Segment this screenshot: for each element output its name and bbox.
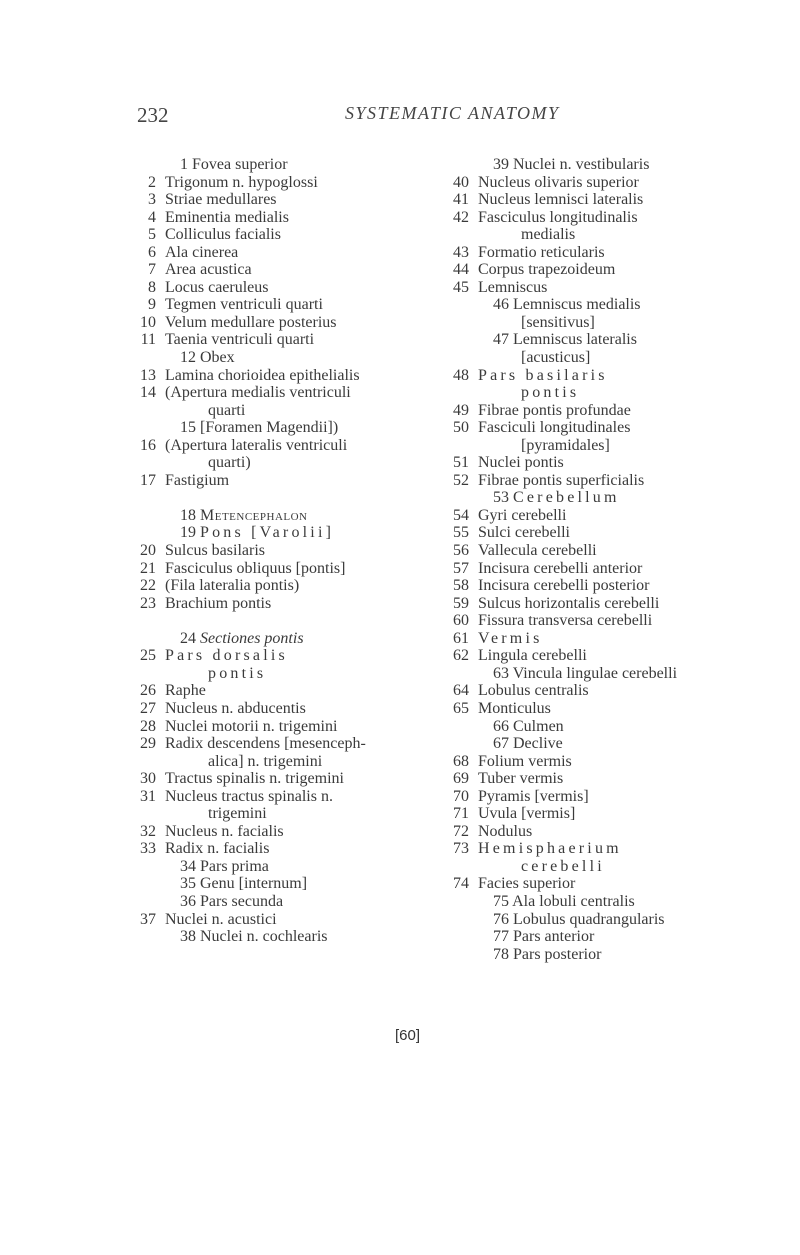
legend-number: 74 [453, 875, 469, 893]
legend-entry [448, 314, 788, 332]
legend-entry [448, 946, 788, 964]
legend-term: Vallecula cerebelli [478, 542, 597, 560]
legend-entry [135, 875, 475, 893]
legend-entry [135, 191, 475, 209]
legend-entry [448, 226, 788, 244]
legend-term: Area acustica [165, 261, 252, 279]
legend-number: 7 [148, 261, 156, 279]
legend-entry [448, 805, 788, 823]
legend-entry [135, 437, 475, 455]
left-column [135, 156, 475, 946]
running-head: SYSTEMATIC ANATOMY [345, 103, 560, 123]
legend-entry [448, 911, 788, 929]
legend-number: 2 [148, 173, 156, 191]
legend-entry [135, 805, 475, 823]
legend-number: 72 [453, 822, 469, 840]
legend-term: Eminentia medialis [165, 208, 289, 226]
legend-entry [448, 437, 788, 455]
legend-term: Trigonum n. hypoglossi [165, 173, 318, 191]
legend-entry [448, 454, 788, 472]
legend-term: 1 Fovea superior [180, 156, 288, 173]
legend-term: Radix n. facialis [165, 840, 270, 858]
legend-term: Tuber vermis [478, 770, 564, 788]
legend-entry [448, 524, 788, 542]
legend-term: 39 Nuclei n. vestibularis [493, 156, 650, 173]
legend-entry [135, 454, 475, 472]
legend-term: quarti [208, 401, 246, 419]
legend-entry [135, 384, 475, 402]
legend-entry [448, 191, 788, 209]
legend-entry [135, 296, 475, 314]
legend-entry [135, 647, 475, 665]
legend-number: 62 [453, 647, 469, 665]
legend-entry [135, 279, 475, 297]
legend-number: 70 [453, 787, 469, 805]
legend-term: Nuclei motorii n. trigemini [165, 717, 338, 735]
legend-number: 28 [140, 717, 156, 735]
legend-term: Fasciculi longitudinales [478, 419, 631, 437]
legend-entry [448, 174, 788, 192]
legend-number: 5 [148, 226, 156, 244]
legend-entry [135, 928, 475, 946]
legend-entry [448, 788, 788, 806]
legend-entry [135, 349, 475, 367]
legend-term: Monticulus [478, 699, 551, 717]
legend-number: 45 [453, 278, 469, 296]
legend-number: 30 [140, 770, 156, 788]
legend-entry [135, 595, 475, 613]
legend-entry [135, 577, 475, 595]
legend-term: Facies superior [478, 875, 576, 893]
legend-term: Taenia ventriculi quarti [165, 331, 315, 349]
legend-number: 71 [453, 805, 469, 823]
legend-number: 27 [140, 699, 156, 717]
legend-number: 50 [453, 419, 469, 437]
legend-entry [448, 595, 788, 613]
legend-entry [135, 911, 475, 929]
legend-term: 24 Sectiones pontis [180, 629, 304, 647]
legend-entry [448, 770, 788, 788]
legend-term: Tractus spinalis n. trigemini [165, 770, 344, 788]
legend-term: Incisura cerebelli posterior [478, 577, 650, 595]
legend-term: Fissura transversa cerebelli [478, 612, 653, 630]
legend-number: 69 [453, 770, 469, 788]
legend-term: Fibrae pontis profundae [478, 401, 631, 419]
legend-term: Radix descendens [mesenceph- [165, 735, 366, 753]
legend-term: Sulcus horizontalis cerebelli [478, 594, 660, 612]
legend-entry [448, 647, 788, 665]
legend-number: 13 [140, 366, 156, 384]
legend-term: 19 Pons [Varolii] [180, 524, 335, 542]
legend-term: Gyri cerebelli [478, 506, 567, 524]
legend-number: 55 [453, 524, 469, 542]
legend-entry [448, 156, 788, 174]
legend-term: Corpus trapezoideum [478, 261, 616, 279]
legend-number: 58 [453, 577, 469, 595]
legend-term: 35 Genu [internum] [180, 875, 308, 893]
legend-number: 56 [453, 542, 469, 560]
legend-entry [448, 349, 788, 367]
legend-entry [448, 665, 788, 683]
legend-number: 43 [453, 243, 469, 261]
legend-term: 47 Lemniscus lateralis [493, 331, 637, 349]
legend-term: 38 Nuclei n. cochlearis [180, 928, 328, 946]
legend-entry [135, 244, 475, 262]
legend-term: 15 [Foramen Magendii]) [180, 419, 339, 437]
legend-term: Formatio reticularis [478, 243, 605, 261]
legend-term: Colliculus facialis [165, 226, 281, 244]
legend-entry [448, 612, 788, 630]
legend-entry [448, 489, 788, 507]
legend-term: 67 Declive [493, 735, 563, 753]
legend-term: trigemini [208, 805, 267, 823]
legend-entry [135, 402, 475, 420]
legend-entry [135, 665, 475, 683]
legend-entry [448, 419, 788, 437]
legend-number: 64 [453, 682, 469, 700]
legend-term: Vermis [478, 629, 543, 647]
legend-number: 6 [148, 243, 156, 261]
legend-term: cerebelli [521, 857, 605, 875]
legend-entry [135, 542, 475, 560]
legend-term: 66 Culmen [493, 717, 564, 735]
legend-number: 33 [140, 840, 156, 858]
legend-term: Nucleus n. abducentis [165, 699, 306, 717]
legend-number: 8 [148, 278, 156, 296]
legend-term: alica] n. trigemini [208, 752, 323, 770]
legend-entry [135, 156, 475, 174]
legend-number: 9 [148, 296, 156, 314]
legend-entry [135, 840, 475, 858]
legend-number: 57 [453, 559, 469, 577]
legend-entry [135, 367, 475, 385]
legend-term: Hemisphaerium [478, 840, 622, 858]
legend-term: Striae medullares [165, 191, 277, 209]
legend-number: 26 [140, 682, 156, 700]
legend-spacer [135, 612, 475, 630]
legend-number: 25 [140, 647, 156, 665]
legend-number: 44 [453, 261, 469, 279]
legend-number: 14 [140, 384, 156, 402]
legend-entry [448, 472, 788, 490]
legend-entry [135, 788, 475, 806]
legend-entry [448, 928, 788, 946]
legend-entry [448, 402, 788, 420]
legend-entry [135, 507, 475, 525]
legend-number: 51 [453, 454, 469, 472]
legend-term: 78 Pars posterior [493, 945, 602, 963]
legend-number: 17 [140, 471, 156, 489]
legend-entry [448, 823, 788, 841]
legend-number: 52 [453, 471, 469, 489]
legend-term: 46 Lemniscus medialis [493, 296, 641, 314]
legend-entry [135, 718, 475, 736]
legend-entry [135, 524, 475, 542]
legend-term: 77 Pars anterior [493, 928, 595, 946]
legend-entry [135, 753, 475, 771]
legend-term: Incisura cerebelli anterior [478, 559, 643, 577]
legend-term: 12 Obex [180, 349, 235, 367]
legend-term: Lobulus centralis [478, 682, 589, 700]
legend-term: pontis [521, 384, 580, 402]
legend-term: Lemniscus [478, 278, 548, 296]
legend-number: 73 [453, 840, 469, 858]
legend-term: (Apertura lateralis ventriculi [165, 436, 348, 454]
legend-term: Brachium pontis [165, 594, 272, 612]
legend-entry [448, 542, 788, 560]
legend-number: 48 [453, 366, 469, 384]
legend-term: 53 Cerebellum [493, 489, 620, 507]
legend-entry [135, 472, 475, 490]
legend-term: 75 Ala lobuli centralis [493, 892, 635, 910]
legend-entry [135, 682, 475, 700]
legend-term: Sulcus basilaris [165, 542, 265, 560]
legend-entry [135, 630, 475, 648]
legend-term: Nucleus olivaris superior [478, 173, 639, 191]
legend-term: Nodulus [478, 822, 533, 840]
legend-term: Sulci cerebelli [478, 524, 570, 542]
legend-number: 32 [140, 822, 156, 840]
legend-number: 29 [140, 735, 156, 753]
legend-entry [448, 858, 788, 876]
legend-entry [135, 174, 475, 192]
legend-number: 20 [140, 542, 156, 560]
legend-term: Pars basilaris [478, 366, 608, 384]
legend-number: 60 [453, 612, 469, 630]
legend-term: Uvula [vermis] [478, 805, 576, 823]
legend-number: 23 [140, 594, 156, 612]
legend-entry [135, 823, 475, 841]
legend-term: Locus caeruleus [165, 278, 269, 296]
legend-entry [135, 770, 475, 788]
legend-entry [448, 367, 788, 385]
legend-entry [448, 735, 788, 753]
legend-term: Lamina chorioidea epithelialis [165, 366, 360, 384]
legend-number: 59 [453, 594, 469, 612]
legend-term: 36 Pars secunda [180, 892, 284, 910]
legend-entry [135, 735, 475, 753]
legend-entry [135, 314, 475, 332]
legend-term: Nucleus tractus spinalis n. [165, 787, 333, 805]
legend-number: 4 [148, 208, 156, 226]
legend-entry [448, 560, 788, 578]
legend-number: 61 [453, 629, 469, 647]
legend-term: Velum medullare posterius [165, 313, 337, 331]
legend-entry [135, 700, 475, 718]
legend-term: Pars dorsalis [165, 647, 288, 665]
legend-entry [135, 560, 475, 578]
legend-term: (Fila lateralia pontis) [165, 577, 300, 595]
legend-number: 16 [140, 436, 156, 454]
legend-number: 22 [140, 577, 156, 595]
legend-spacer [135, 489, 475, 507]
legend-term: Lingula cerebelli [478, 647, 587, 665]
legend-number: 11 [140, 331, 156, 349]
legend-entry [448, 577, 788, 595]
legend-number: 42 [453, 208, 469, 226]
legend-entry [448, 209, 788, 227]
legend-term: Nucleus n. facialis [165, 822, 284, 840]
legend-term: 63 Vincula lingulae cerebelli [493, 664, 678, 682]
legend-entry [135, 209, 475, 227]
legend-number: 10 [140, 313, 156, 331]
legend-term: Folium vermis [478, 752, 572, 770]
legend-term: 76 Lobulus quadrangularis [493, 910, 665, 928]
legend-term: Tegmen ventriculi quarti [165, 296, 323, 314]
legend-entry [448, 682, 788, 700]
legend-term: [pyramidales] [521, 436, 610, 454]
legend-term: [sensitivus] [521, 313, 595, 331]
legend-number: 31 [140, 787, 156, 805]
legend-entry [135, 331, 475, 349]
legend-term: Raphe [165, 682, 206, 700]
legend-term: pontis [208, 664, 267, 682]
legend-entry [448, 840, 788, 858]
legend-term: quarti) [208, 454, 251, 472]
legend-term: 18 Metencephalon [180, 506, 308, 524]
legend-term: 34 Pars prima [180, 857, 269, 875]
legend-term: Ala cinerea [165, 243, 239, 261]
legend-entry [135, 261, 475, 279]
legend-number: 54 [453, 506, 469, 524]
legend-term: Fibrae pontis superficialis [478, 471, 645, 489]
legend-entry [135, 226, 475, 244]
legend-entry [448, 630, 788, 648]
legend-term: [acusticus] [521, 349, 591, 367]
legend-number: 68 [453, 752, 469, 770]
legend-number: 40 [453, 173, 469, 191]
legend-entry [448, 384, 788, 402]
legend-term: Nuclei pontis [478, 454, 564, 472]
legend-entry [448, 244, 788, 262]
legend-entry [448, 296, 788, 314]
legend-entry [135, 858, 475, 876]
legend-entry [448, 279, 788, 297]
legend-entry [135, 893, 475, 911]
legend-term: Fasciculus obliquus [pontis] [165, 559, 346, 577]
legend-term: (Apertura medialis ventriculi [165, 384, 351, 402]
legend-entry [135, 419, 475, 437]
legend-term: Pyramis [vermis] [478, 787, 589, 805]
page-number: 232 [137, 103, 169, 127]
figure-reference: [60] [395, 1027, 421, 1044]
legend-entry [448, 718, 788, 736]
legend-entry [448, 700, 788, 718]
legend-entry [448, 875, 788, 893]
legend-entry [448, 261, 788, 279]
legend-entry [448, 753, 788, 771]
legend-entry [448, 331, 788, 349]
legend-number: 49 [453, 401, 469, 419]
legend-entry [448, 507, 788, 525]
legend-term: Nuclei n. acustici [165, 910, 277, 928]
legend-number: 37 [140, 910, 156, 928]
legend-term: medialis [521, 226, 576, 244]
legend-term: Fasciculus longitudinalis [478, 208, 638, 226]
legend-entry [448, 893, 788, 911]
legend-number: 65 [453, 699, 469, 717]
right-column [448, 156, 788, 963]
legend-number: 3 [148, 191, 156, 209]
legend-term: Fastigium [165, 471, 230, 489]
legend-number: 41 [453, 191, 469, 209]
legend-number: 21 [140, 559, 156, 577]
legend-term: Nucleus lemnisci lateralis [478, 191, 644, 209]
